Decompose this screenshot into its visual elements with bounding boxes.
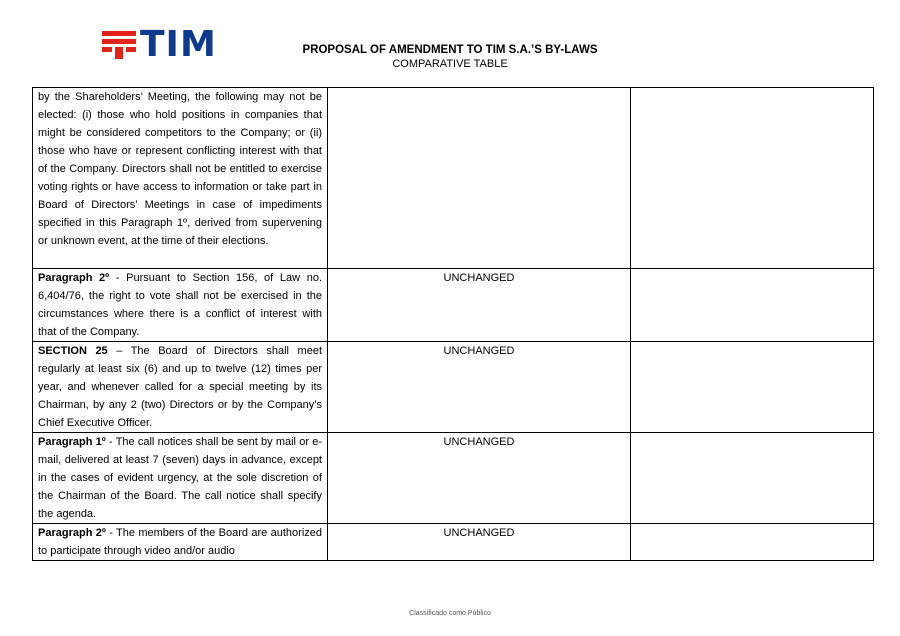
comparative-table — [32, 87, 874, 561]
current-text-cell — [33, 524, 328, 561]
justification-cell — [631, 433, 874, 524]
clause-text: – The Board of Directors shall meet regularly at least six (6) and up to twelve (12) times per year, and whenever called for a special meeting by its Chairman, by any 2 (two) Directors or by the Company’s Chief Executive Officer. — [38, 345, 322, 429]
current-text-cell — [33, 433, 328, 524]
clause-heading: SECTION 25 — [38, 345, 108, 357]
table-row — [33, 524, 874, 561]
clause-text: - Pursuant to Section 156, of Law no. 6,404/76, the right to vote shall not be exercised in the circumstances where there is a conflict of interest with that of the Company. — [38, 272, 322, 338]
document-subtitle: COMPARATIVE TABLE — [392, 58, 508, 70]
tim-logo-text: TIM — [140, 24, 217, 65]
table-row — [33, 433, 874, 524]
table-row — [33, 269, 874, 342]
justification-cell — [631, 269, 874, 342]
justification-cell — [631, 342, 874, 433]
classification-footer: Classificado como Público — [409, 610, 491, 617]
clause-text: - The call notices shall be sent by mail or e-mail, delivered at least 7 (seven) days in advance, except in the cases of evident urgency, at the sole discretion of the Chairman of the Board. The call notice shall specify the agenda. — [38, 436, 322, 520]
table-row — [33, 342, 874, 433]
proposal-cell: UNCHANGED — [328, 342, 631, 433]
justification-cell — [631, 88, 874, 269]
clause-heading: Paragraph 2º — [38, 527, 106, 539]
clause-heading: Paragraph 1º — [38, 436, 106, 448]
current-text-cell — [33, 342, 328, 433]
tim-logo-mark-icon — [102, 31, 136, 59]
clause-text: - The members of the Board are authorized to participate through video and/or audio — [38, 527, 322, 557]
proposal-cell: UNCHANGED — [328, 524, 631, 561]
clause-heading: Paragraph 2º — [38, 272, 110, 284]
document-header — [300, 43, 600, 72]
proposal-cell: UNCHANGED — [328, 433, 631, 524]
current-text-cell — [33, 269, 328, 342]
table-row — [33, 88, 874, 269]
clause-text: by the Shareholders’ Meeting, the following may not be elected: (i) those who hold positions in companies that might be considered competitors to the Company; or (ii) those who have or represent conflicting interest with that of the Company. Directors shall not be entitled to exercise voting rights or have access to information or take part in Board of Directors’ Meetings in case of impediments specified in this Paragraph 1º, derived from supervening or unknown event, at the time of their elections. — [38, 91, 322, 247]
document-title: PROPOSAL OF AMENDMENT TO TIM S.A.’S BY-LAWS — [302, 44, 598, 56]
current-text-cell — [33, 88, 328, 269]
tim-logo — [102, 24, 217, 65]
proposal-cell: UNCHANGED — [328, 269, 631, 342]
justification-cell — [631, 524, 874, 561]
proposal-cell — [328, 88, 631, 269]
